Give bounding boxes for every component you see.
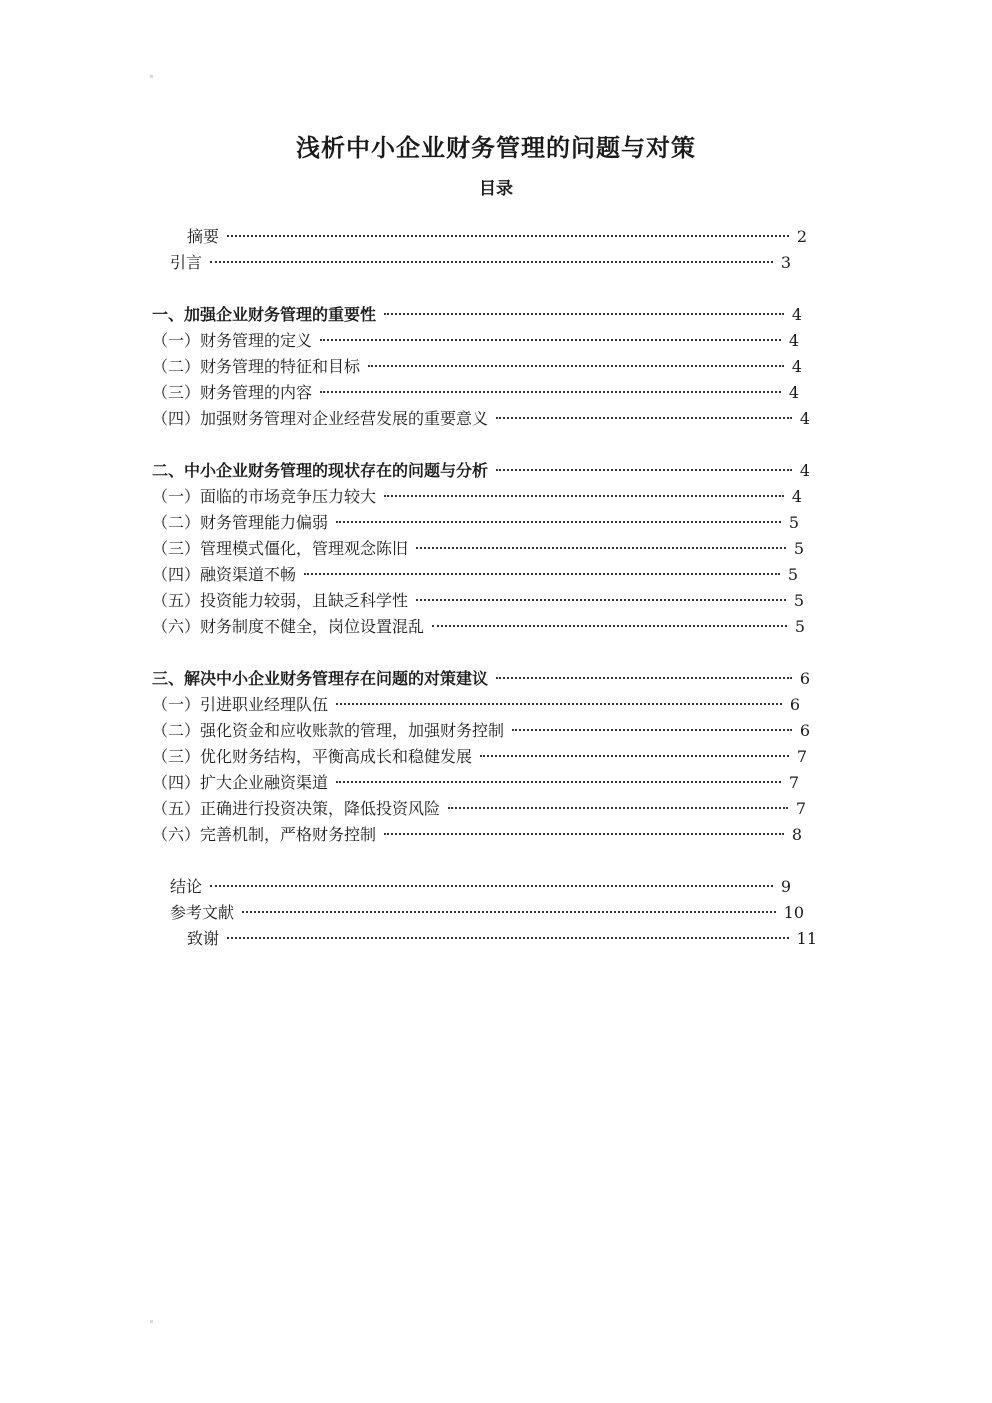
toc-entry-page: 10 <box>783 903 804 922</box>
toc-entry-page: 7 <box>796 747 807 766</box>
toc-entry-page: 6 <box>789 695 800 714</box>
dot-leader <box>320 391 781 393</box>
toc-entry-page: 11 <box>796 929 817 948</box>
toc-entry-conclusion[interactable] <box>170 876 791 898</box>
toc-entry[interactable] <box>152 512 799 534</box>
toc-entry-page: 5 <box>794 617 805 636</box>
toc-entry[interactable] <box>152 356 802 378</box>
toc-section-heading-1[interactable] <box>152 304 802 326</box>
dot-leader <box>368 365 784 367</box>
toc-entry-label: 三、解决中小企业财务管理存在问题的对策建议 <box>152 669 489 688</box>
toc-entry[interactable] <box>152 590 804 612</box>
dot-leader <box>480 755 789 757</box>
dot-leader <box>496 677 792 679</box>
toc-entry-abstract[interactable] <box>187 226 807 248</box>
toc-entry-page: 9 <box>780 877 791 896</box>
toc-entry-label: 引言 <box>170 253 203 272</box>
toc-entry[interactable] <box>152 746 807 768</box>
dot-leader <box>384 495 784 497</box>
toc-entry-label: 参考文献 <box>170 903 235 922</box>
dot-leader <box>227 235 789 237</box>
toc-entry-label: 二、中小企业财务管理的现状存在的问题与分析 <box>152 461 489 480</box>
toc-entry-label: （二）财务管理的特征和目标 <box>152 357 361 376</box>
document-title: 浅析中小企业财务管理的问题与对策 <box>296 133 696 162</box>
toc-entry-label: （六）财务制度不健全，岗位设置混乱 <box>152 617 425 636</box>
toc-entry[interactable] <box>152 772 799 794</box>
toc-entry-page: 5 <box>787 565 798 584</box>
dot-leader <box>336 521 781 523</box>
dot-leader <box>242 911 776 913</box>
toc-entry-label: （四）融资渠道不畅 <box>152 565 297 584</box>
dot-leader <box>512 729 792 731</box>
toc-entry[interactable] <box>152 330 799 352</box>
toc-entry-page: 4 <box>791 487 802 506</box>
dot-leader <box>496 417 792 419</box>
dot-leader <box>227 937 789 939</box>
toc-entry-page: 4 <box>788 383 799 402</box>
toc-section-heading-3[interactable] <box>152 668 810 690</box>
toc-entry-label: （一）引进职业经理队伍 <box>152 695 329 714</box>
toc-entry-label: （四）扩大企业融资渠道 <box>152 773 329 792</box>
toc-entry-page: 7 <box>788 773 799 792</box>
toc-entry-page: 4 <box>788 331 799 350</box>
dot-leader <box>336 781 781 783</box>
toc-entry-introduction[interactable] <box>170 252 791 274</box>
toc-entry-label: （一）面临的市场竞争压力较大 <box>152 487 377 506</box>
toc-entry-acknowledgements[interactable] <box>187 928 817 950</box>
dot-leader <box>384 833 784 835</box>
dot-leader <box>496 469 792 471</box>
dot-leader <box>320 339 781 341</box>
toc-entry[interactable] <box>152 564 798 586</box>
toc-entry-page: 5 <box>793 591 804 610</box>
toc-entry-page: 4 <box>799 409 810 428</box>
toc-entry[interactable] <box>152 720 810 742</box>
toc-entry-page: 4 <box>791 305 802 324</box>
toc-entry[interactable] <box>152 694 800 716</box>
toc-entry-label: （六）完善机制，严格财务控制 <box>152 825 377 844</box>
toc-entry-page: 5 <box>788 513 799 532</box>
toc-entry-page: 4 <box>791 357 802 376</box>
toc-entry-label: （四）加强财务管理对企业经营发展的重要意义 <box>152 409 489 428</box>
toc-entry[interactable] <box>152 408 810 430</box>
toc-entry-label: 致谢 <box>187 929 220 948</box>
dot-leader <box>210 261 773 263</box>
toc-entry-label: （三）管理模式僵化，管理观念陈旧 <box>152 539 409 558</box>
toc-entry-page: 4 <box>799 461 810 480</box>
toc-entry-label: 摘要 <box>187 227 220 246</box>
dot-leader <box>336 703 782 705</box>
scan-speck <box>150 75 153 78</box>
toc-entry-page: 6 <box>799 721 810 740</box>
toc-entry-label: （三）优化财务结构，平衡高成长和稳健发展 <box>152 747 473 766</box>
toc-section-heading-2[interactable] <box>152 460 810 482</box>
toc-entry-page: 5 <box>793 539 804 558</box>
toc-entry-label: （三）财务管理的内容 <box>152 383 313 402</box>
toc-entry-references[interactable] <box>170 902 804 924</box>
dot-leader <box>384 313 784 315</box>
toc-entry-page: 3 <box>780 253 791 272</box>
toc-entry-page: 8 <box>791 825 802 844</box>
toc-entry-label: （一）财务管理的定义 <box>152 331 313 350</box>
scan-speck <box>150 1320 153 1323</box>
toc-entry-page: 6 <box>799 669 810 688</box>
toc-entry[interactable] <box>152 798 806 820</box>
toc-entry[interactable] <box>152 382 799 404</box>
toc-entry-page: 2 <box>796 227 807 246</box>
toc-entry-label: 结论 <box>170 877 203 896</box>
toc-entry[interactable] <box>152 824 802 846</box>
toc-heading: 目录 <box>479 179 513 199</box>
toc-entry-label: （二）财务管理能力偏弱 <box>152 513 329 532</box>
toc-entry[interactable] <box>152 486 802 508</box>
dot-leader <box>210 885 773 887</box>
toc-entry[interactable] <box>152 616 805 638</box>
dot-leader <box>304 573 780 575</box>
toc-entry-label: （五）投资能力较弱，且缺乏科学性 <box>152 591 409 610</box>
dot-leader <box>416 599 786 601</box>
toc-entry-label: （二）强化资金和应收账款的管理，加强财务控制 <box>152 721 505 740</box>
dot-leader <box>416 547 786 549</box>
dot-leader <box>432 625 787 627</box>
toc-entry[interactable] <box>152 538 804 560</box>
toc-entry-label: 一、加强企业财务管理的重要性 <box>152 305 377 324</box>
toc-entry-label: （五）正确进行投资决策，降低投资风险 <box>152 799 441 818</box>
dot-leader <box>448 807 788 809</box>
toc-entry-page: 7 <box>795 799 806 818</box>
